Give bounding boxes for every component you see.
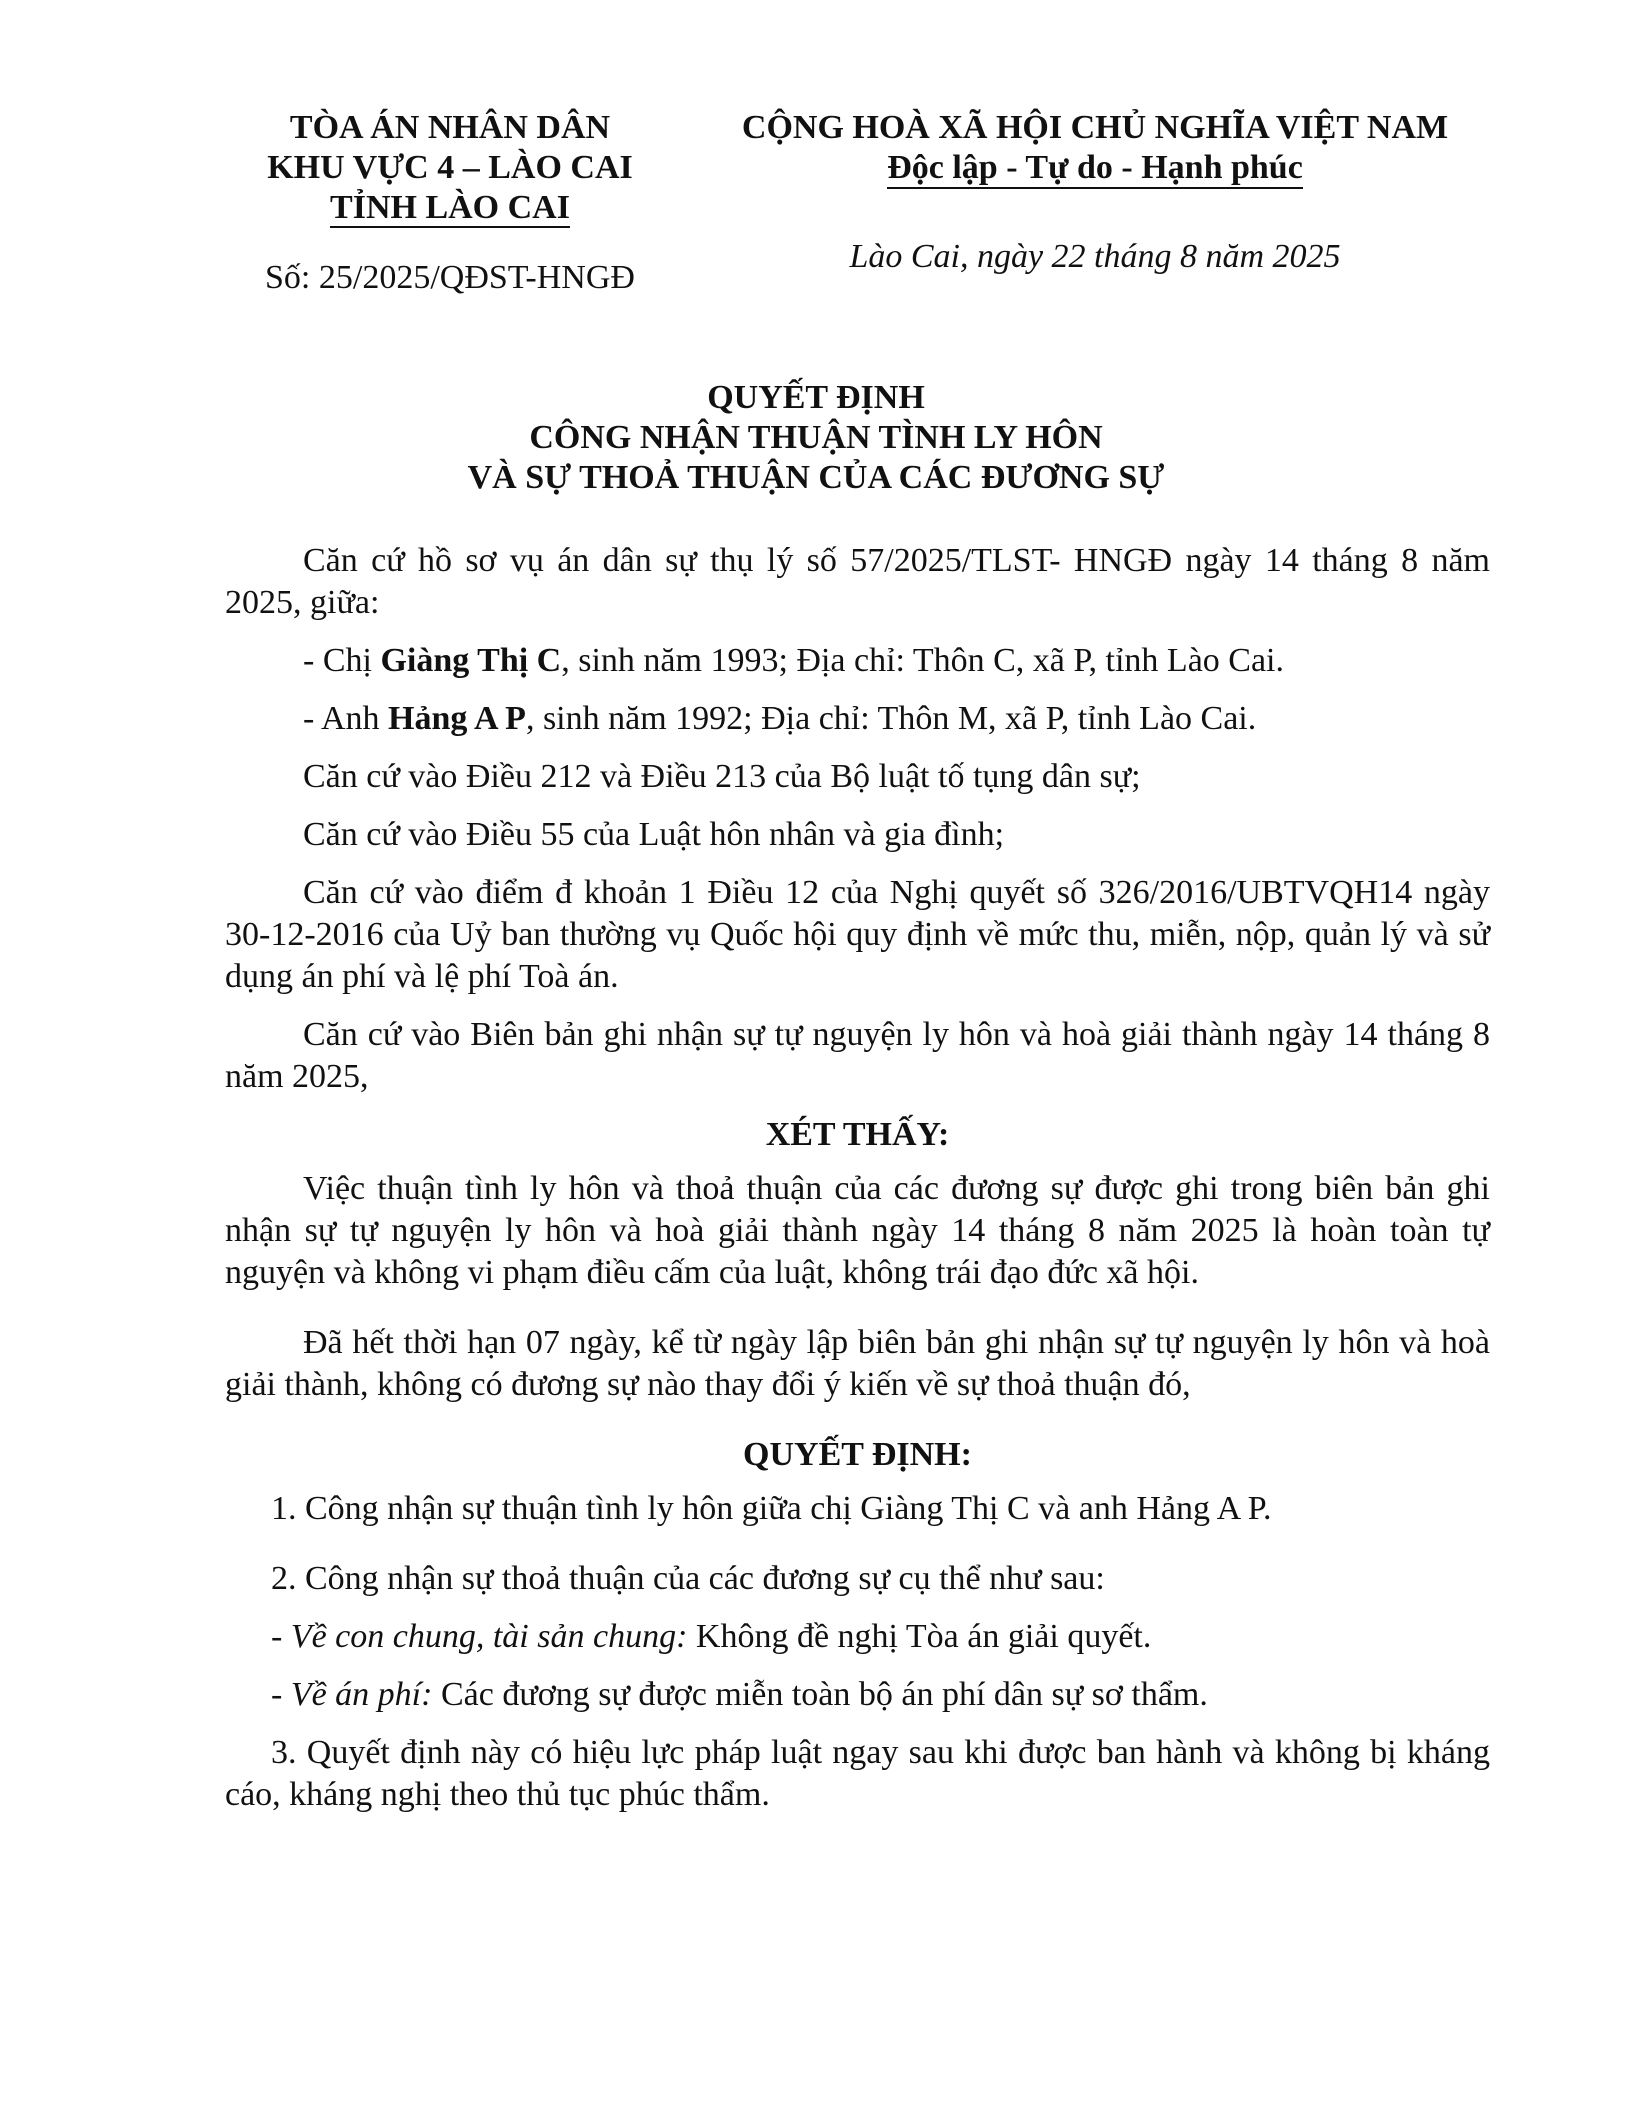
- findings-heading: XÉT THẤY:: [765, 1116, 950, 1153]
- sub-item-2-label: - Về án phí:: [271, 1676, 433, 1713]
- party-1-prefix: - Chị: [303, 642, 381, 679]
- decision-item-1: 1. Công nhận sự thuận tình ly hôn giữa chị Giàng Thị C và anh Hảng A P.: [271, 1490, 1272, 1527]
- party-1: [225, 640, 1490, 682]
- sub-item-1-label: - Về con chung, tài sản chung:: [271, 1618, 688, 1655]
- legal-basis-2: Căn cứ vào Điều 55 của Luật hôn nhân và gia đình;: [303, 816, 1005, 853]
- party-2-details: , sinh năm 1992; Địa chỉ: Thôn M, xã P, tỉnh Lào Cai.: [525, 700, 1257, 737]
- place-date: Lào Cai, ngày 22 tháng 8 năm 2025: [849, 238, 1341, 275]
- decision-item-2: 2. Công nhận sự thoả thuận của các đương sự cụ thể như sau:: [271, 1560, 1105, 1597]
- sub-item-2-text: Các đương sự được miễn toàn bộ án phí dân sự sơ thẩm.: [432, 1676, 1208, 1713]
- document-body: [225, 540, 1490, 1832]
- party-2-prefix: - Anh: [303, 700, 388, 737]
- decision-sub-item-1: [225, 1616, 1490, 1658]
- findings-paragraph-2: Đã hết thời hạn 07 ngày, kể từ ngày lập biên bản ghi nhận sự tự nguyện ly hôn và hoà giải thành, không có đương sự nào thay đổi ý kiến về sự thoả thuận đó,: [225, 1324, 1490, 1403]
- sub-item-1-text: Không đề nghị Tòa án giải quyết.: [687, 1618, 1152, 1655]
- legal-basis-1: Căn cứ vào Điều 212 và Điều 213 của Bộ luật tố tụng dân sự;: [303, 758, 1141, 795]
- court-name-line2: KHU VỰC 4 – LÀO CAI: [267, 149, 633, 186]
- party-2-name: Hảng A P: [388, 700, 526, 737]
- document-title: [0, 378, 1632, 498]
- national-header: [720, 108, 1470, 277]
- legal-basis-4: Căn cứ vào Biên bản ghi nhận sự tự nguyện ly hôn và hoà giải thành ngày 14 tháng 8 năm 2025,: [225, 1016, 1490, 1095]
- decision-sub-item-2: [225, 1674, 1490, 1716]
- nation-name: CỘNG HOÀ XÃ HỘI CHỦ NGHĨA VIỆT NAM: [741, 109, 1449, 146]
- legal-basis-3: Căn cứ vào điểm đ khoản 1 Điều 12 của Nghị quyết số 326/2016/UBTVQH14 ngày 30-12-2016 của Uỷ ban thường vụ Quốc hội quy định về mức thu, miễn, nộp, quản lý và sử dụng án phí và lệ phí Toà án.: [225, 874, 1490, 995]
- title-line3: VÀ SỰ THOẢ THUẬN CỦA CÁC ĐƯƠNG SỰ: [467, 459, 1165, 496]
- party-1-name: Giàng Thị C: [380, 642, 562, 679]
- title-line1: QUYẾT ĐỊNH: [707, 379, 925, 416]
- party-1-details: , sinh năm 1993; Địa chỉ: Thôn C, xã P, tỉnh Lào Cai.: [561, 642, 1284, 679]
- decision-item-3: 3. Quyết định này có hiệu lực pháp luật ngay sau khi được ban hành và không bị kháng cáo, kháng nghị theo thủ tục phúc thẩm.: [225, 1734, 1490, 1813]
- court-name-line3: TỈNH LÀO CAI: [330, 189, 570, 226]
- national-motto: Độc lập - Tự do - Hạnh phúc: [887, 149, 1303, 189]
- title-line2: CÔNG NHẬN THUẬN TÌNH LY HÔN: [529, 419, 1103, 456]
- court-name-line1: TÒA ÁN NHÂN DÂN: [289, 109, 611, 146]
- findings-paragraph-1: Việc thuận tình ly hôn và thoả thuận của các đương sự được ghi trong biên bản ghi nhận sự tự nguyện ly hôn và hoà giải thành ngày 14 tháng 8 năm 2025 là hoàn toàn tự nguyện và không vi phạm điều cấm của luật, không trái đạo đức xã hội.: [225, 1170, 1490, 1291]
- decision-number: Số: 25/2025/QĐST-HNGĐ: [265, 259, 635, 296]
- party-2: [225, 698, 1490, 740]
- preamble-case-basis: Căn cứ hồ sơ vụ án dân sự thụ lý số 57/2025/TLST- HNGĐ ngày 14 tháng 8 năm 2025, giữa:: [225, 542, 1490, 621]
- court-header: [225, 108, 675, 298]
- decision-heading: QUYẾT ĐỊNH:: [743, 1436, 972, 1473]
